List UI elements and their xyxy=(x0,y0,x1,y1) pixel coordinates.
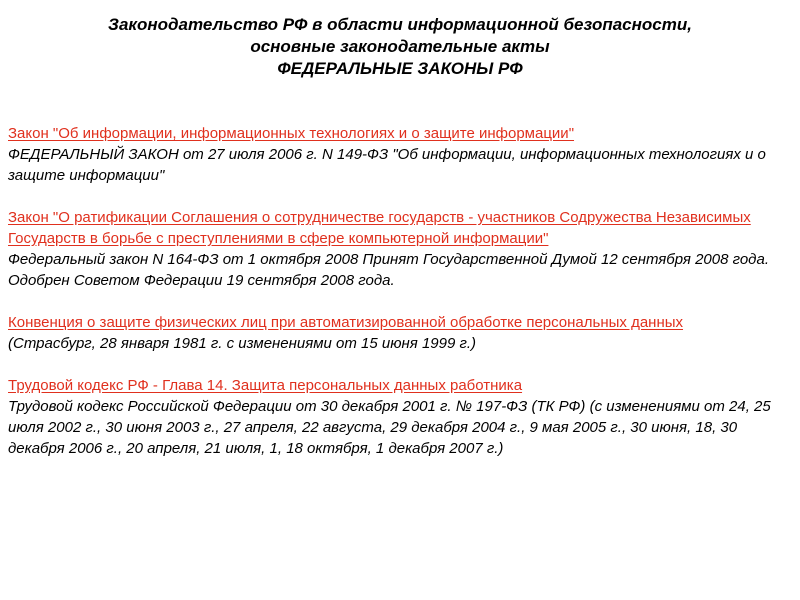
title-line-1: Законодательство РФ в области информационной безопасности, xyxy=(108,15,692,34)
law-link-cis-agreement[interactable]: Закон "О ратификации Соглашения о сотрудничестве государств - участников Содружества Независимых Государств в борьбе с преступлениями в сфере компьютерной информации" xyxy=(8,209,751,247)
law-link-information[interactable]: Закон "Об информации, информационных технологиях и о защите информации" xyxy=(8,125,575,142)
law-entry-convention xyxy=(8,312,790,354)
title-line-2: основные законодательные акты xyxy=(250,37,550,56)
law-description-cis-agreement: Федеральный закон N 164-ФЗ от 1 октября 2008 Принят Государственной Думой 12 сентября 2008 года. Одобрен Советом Федерации 19 сентября 2008 года. xyxy=(8,251,769,289)
slide-title xyxy=(20,14,780,80)
law-entry-cis-agreement xyxy=(8,207,790,291)
law-link-convention[interactable]: Конвенция о защите физических лиц при автоматизированной обработке персональных данных xyxy=(8,314,684,331)
law-link-labor-code[interactable]: Трудовой кодекс РФ - Глава 14. Защита персональных данных работника xyxy=(8,377,523,394)
law-description-labor-code: Трудовой кодекс Российской Федерации от 30 декабря 2001 г. № 197-ФЗ (ТК РФ) (с изменениями от 24, 25 июля 2002 г., 30 июня 2003 г., 27 апреля, 22 августа, 29 декабря 2004 г., 9 мая 2005 г., 30 июня, 18, 30 декабря 2006 г., 20 апреля, 21 июля, 1, 18 октября, 1 декабря 2007 г.) xyxy=(8,398,771,457)
law-list xyxy=(8,123,790,480)
law-entry-labor-code xyxy=(8,375,790,459)
title-line-3: ФЕДЕРАЛЬНЫЕ ЗАКОНЫ РФ xyxy=(277,59,523,78)
law-description-convention: (Страсбург, 28 января 1981 г. с изменениями от 15 июня 1999 г.) xyxy=(8,335,477,352)
law-description-information: ФЕДЕРАЛЬНЫЙ ЗАКОН от 27 июля 2006 г. N 149-ФЗ "Об информации, информационных технологиях и о защите информации" xyxy=(8,146,766,184)
law-entry-information xyxy=(8,123,790,186)
